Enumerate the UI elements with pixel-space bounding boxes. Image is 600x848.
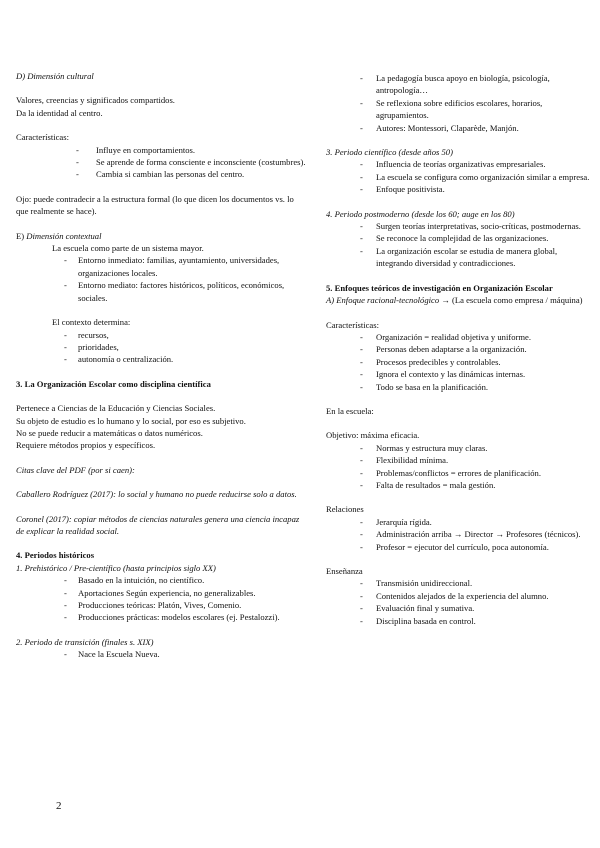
section-3-title: 3. La Organización Escolar como disciplina científica: [16, 378, 211, 389]
list-item: - recursos,: [30, 329, 308, 341]
periodo-2-list: [16, 648, 308, 660]
enfoque-a-name: A) Enfoque racional-tecnológico: [326, 295, 440, 306]
periodo-4-heading: 4. Periodo postmoderno (desde los 60; auge en los 80): [326, 208, 515, 219]
list-item: - Producciones teóricas: Platón, Vives, Comenio.: [30, 599, 308, 611]
list-item: - Jerarquía rígida.: [326, 516, 592, 528]
paragraph-line: No se puede reducir a matemáticas o datos numéricos.: [16, 427, 203, 438]
objetivo-list: [326, 442, 592, 492]
list-item: - Producciones prácticas: modelos escolares (ej. Pestalozzi).: [30, 611, 308, 623]
list-item: - Disciplina basada en control.: [326, 615, 592, 627]
list-item: - Se reconoce la complejidad de las organizaciones.: [326, 232, 592, 244]
paragraph-line: Requiere métodos propios y específicos.: [16, 440, 156, 451]
relaciones-list: [326, 516, 592, 553]
periodo-3-heading: 3. Periodo científico (desde años 50): [326, 147, 453, 158]
enfoque-a-heading: [326, 294, 592, 306]
heading-text: Dimensión contextual: [26, 230, 102, 241]
ensenanza-list: [326, 577, 592, 627]
paragraph-line: Da la identidad al centro.: [16, 107, 103, 118]
list-item: - Nace la Escuela Nueva.: [30, 648, 308, 660]
list-item: - Aportaciones Según experiencia, no generalizables.: [30, 587, 308, 599]
enfoque-a-desc: → (La escuela como empresa / máquina): [439, 295, 583, 306]
list-item: - Normas y estructura muy claras.: [326, 442, 592, 454]
cita-coronel: Coronel (2017): copiar métodos de ciencias naturales genera una ciencia incapaz de explicar la realidad social.: [16, 513, 300, 536]
paragraph-line: Valores, creencias y significados compartidos.: [16, 95, 175, 106]
heading-prefix: E): [16, 230, 25, 241]
ojo-note: Ojo: puede contradecir a la estructura formal (lo que dicen los documentos vs. lo que realmente se hace).: [16, 193, 294, 217]
list-item: - Transmisión unidireccional.: [326, 577, 592, 589]
section-5-title: 5. Enfoques teóricos de investigación en Organización Escolar: [326, 282, 553, 293]
objetivo-label: Objetivo: máxima eficacia.: [326, 430, 420, 441]
dimension-contextual-heading: [16, 230, 308, 242]
contextual-intro: La escuela como parte de un sistema mayor.: [52, 243, 204, 254]
periodo-4-list: [326, 220, 592, 270]
list-item: - autonomía o centralización.: [30, 353, 308, 365]
list-item: - Ignora el contexto y las dinámicas internas.: [326, 368, 592, 380]
paragraph-line: Su objeto de estudio es lo humano y lo social, por eso es subjetivo.: [16, 415, 246, 426]
list-item: - Influencia de teorías organizativas empresariales.: [326, 158, 592, 170]
list-item: - Administración arriba → Director → Profesores (técnicos).: [326, 528, 592, 540]
list-item: - Se aprende de forma consciente e inconsciente (costumbres).: [16, 156, 308, 168]
list-item: - Contenidos alejados de la experiencia del alumno.: [326, 590, 592, 602]
list-item: - La organización escolar se estudia de manera global, integrando diversidad y contradicciones.: [326, 245, 592, 270]
relaciones-label: Relaciones: [326, 504, 364, 515]
list-item: - Entorno inmediato: familias, ayuntamiento, universidades, organizaciones locales.: [30, 254, 308, 279]
section-4-title: 4. Periodos históricos: [16, 550, 95, 561]
list-item: - Basado en la intuición, no científico.: [30, 574, 308, 586]
periodo-1-heading: 1. Prehistórico / Pre-científico (hasta principios siglo XX): [16, 562, 216, 573]
list-item: - Falta de resultados = mala gestión.: [326, 479, 592, 491]
cita-caballero: Caballero Rodríguez (2017): lo social y humano no puede reducirse solo a datos.: [16, 489, 297, 500]
caracteristicas-label: Características:: [326, 319, 379, 330]
periodo-3-list: [326, 158, 592, 195]
list-item: - Profesor = ejecutor del currículo, poca autonomía.: [326, 541, 592, 553]
list-item: - Organización = realidad objetiva y uniforme.: [326, 331, 592, 343]
periodo-2-heading: 2. Periodo de transición (finales s. XIX): [16, 636, 154, 647]
paragraph-line: Pertenece a Ciencias de la Educación y Ciencias Sociales.: [16, 403, 216, 414]
list-item: - Se reflexiona sobre edificios escolares, horarios, agrupamientos.: [326, 97, 592, 122]
list-item: - Problemas/conflictos = errores de planificación.: [326, 467, 592, 479]
list-item: - La escuela se configura como organización similar a empresa.: [326, 171, 592, 183]
caracteristicas-list: [326, 331, 592, 393]
escuela-label: En la escuela:: [326, 405, 374, 416]
list-item: - Surgen teorías interpretativas, socio-críticas, postmodernas.: [326, 220, 592, 232]
periodo-1-list: [16, 574, 308, 624]
contextual-list: [16, 254, 308, 304]
list-item: - Enfoque positivista.: [326, 183, 592, 195]
list-item: - Entorno mediato: factores históricos, políticos, económicos, sociales.: [30, 279, 308, 304]
cultural-list: [16, 144, 308, 181]
ensenanza-label: Enseñanza: [326, 566, 363, 576]
list-item: - Autores: Montessori, Claparède, Manjón.: [326, 122, 592, 134]
page-number: 2: [56, 800, 62, 812]
caracteristicas-label: Características:: [16, 132, 69, 143]
left-column: [16, 70, 308, 661]
list-item: - prioridades,: [30, 341, 308, 353]
contexto-list: [16, 329, 308, 366]
contexto-label: El contexto determina:: [52, 317, 131, 328]
list-item: - Evaluación final y sumativa.: [326, 602, 592, 614]
citas-label: Citas clave del PDF (por si caen):: [16, 464, 135, 475]
list-item: - Influye en comportamientos.: [16, 144, 308, 156]
list-item: - La pedagogía busca apoyo en biología, psicología, antropología…: [326, 72, 592, 97]
transition-list: [326, 72, 592, 134]
list-item: - Personas deben adaptarse a la organización.: [326, 343, 592, 355]
list-item: - Flexibilidad mínima.: [326, 454, 592, 466]
dimension-cultural-heading: D) Dimensión cultural: [16, 71, 94, 81]
list-item: - Cambia si cambian las personas del centro.: [16, 168, 308, 180]
list-item: - Todo se basa en la planificación.: [326, 381, 592, 393]
list-item: - Procesos predecibles y controlables.: [326, 356, 592, 368]
right-column: [326, 72, 592, 627]
